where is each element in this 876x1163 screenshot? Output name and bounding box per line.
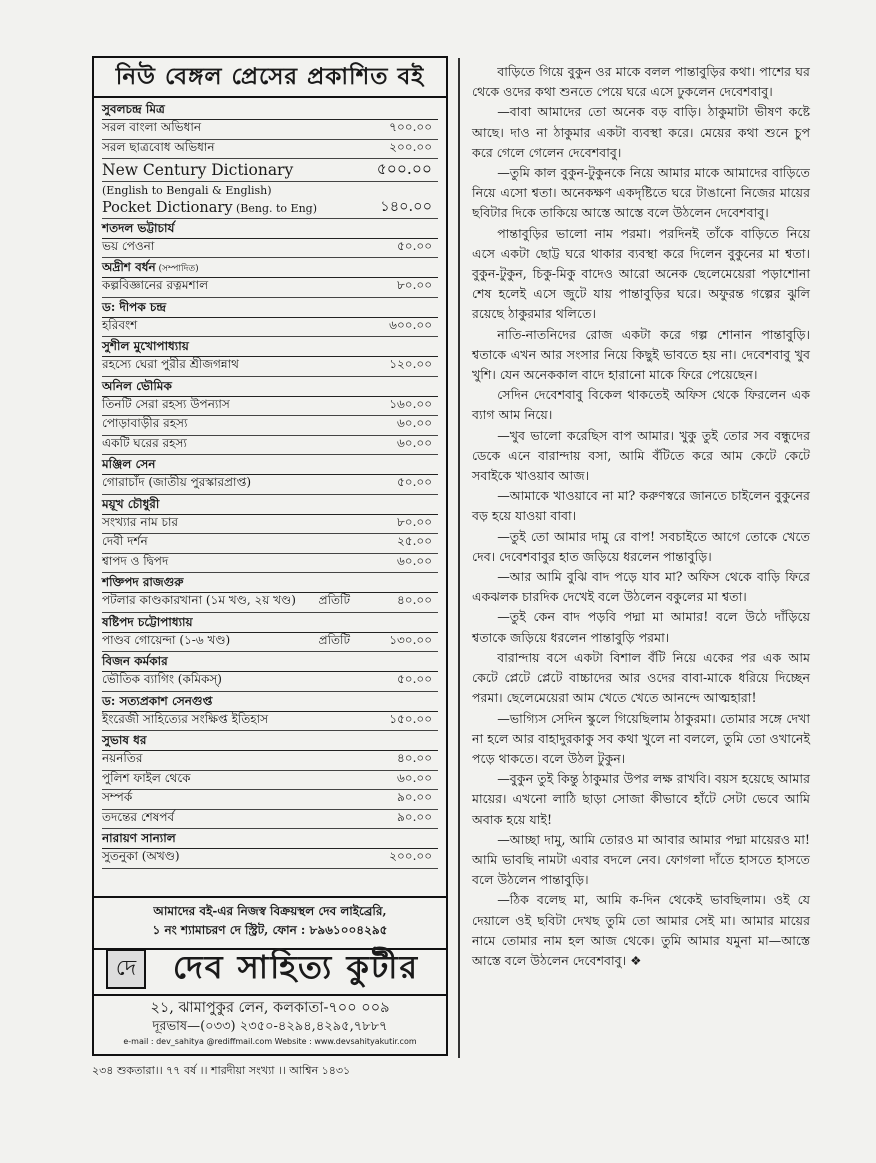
book-price: ৫০০.০০ xyxy=(376,160,432,178)
book-price: ২৫.০০ xyxy=(396,534,432,549)
author-name xyxy=(102,495,438,515)
story-paragraph: নাতি-নাতনিদের রোজ একটা করে গল্প শোনান পান্তাবুড়ি। শ্বতাকে এখন আর সংসার নিয়ে কিছুই ভাবতে হয় না। দেবেশবাবু খুব খুশি। যেন অনেককাল বাদে হারানো মাকে ফিরে পেয়েছেন। xyxy=(472,326,810,383)
author-note: (সম্পাদিত) xyxy=(155,264,199,274)
author-name xyxy=(102,829,438,849)
author-label: অদ্রীশ বর্ধন xyxy=(102,260,156,274)
author-name xyxy=(102,377,438,397)
book-row xyxy=(102,790,438,810)
book-price: ১৬০.০০ xyxy=(389,396,432,411)
book-price: ১৫০.০০ xyxy=(389,711,432,726)
book-row xyxy=(102,515,438,535)
book-price: ১৩০.০০ xyxy=(389,632,432,647)
author-name xyxy=(102,731,438,751)
book-price: ৬০.০০ xyxy=(396,770,432,785)
book-title xyxy=(102,161,302,179)
book-row xyxy=(102,397,438,417)
book-title xyxy=(102,317,302,337)
story-paragraph: পান্তাবুড়ির ভালো নাম পরমা। পরদিনই তাঁকে বাড়িতে নিয়ে এসে একটা ছোট্ট ঘরে থাকার ব্যবস্থা করে দিলেন বুকুনের মা শ্বতা। বুকুন-টুকুন, চিকু-মিকু বাদেও আরো অনেক ছেলেমেয়েরা পড়াশোনা শেষ হলেই এসে জুটে যায় পান্তাবুড়ির ঘরে। অফুরন্ত গল্পের ঝুলি রয়েছে ঠাকুরমার থলিতে। xyxy=(472,225,810,322)
story-paragraph: বাড়িতে গিয়ে বুকুন ওর মাকে বলল পান্তাবুড়ির কথা। পাশের ঘর থেকে ওদের কথা শুনতে পেয়ে ঘরে এসে ঢুকলেন দেবেশবাবু। xyxy=(472,64,810,100)
book-title xyxy=(102,356,302,376)
author-label: শক্তিপদ রাজগুরু xyxy=(102,575,184,589)
book-title-text: সুতনুকা (অখণ্ড) xyxy=(102,849,180,864)
book-price: ৫০.০০ xyxy=(396,238,432,253)
book-title xyxy=(102,415,302,435)
story-paragraph: —বুকুন তুই কিন্তু ঠাকুমার উপর লক্ষ রাখবি। বয়স হয়েছে আমার মায়ের। এখনো লাঠি ছাড়া সোজা কীভাবে হাঁটে সেটা ভেবে আমি অবাক হয়ে যাই! xyxy=(472,771,810,827)
book-price: ৮০.০০ xyxy=(396,278,432,293)
author-name xyxy=(102,692,438,712)
author-name xyxy=(102,455,438,475)
story-paragraph: —তুই কেন বাদ পড়বি পদ্মা মা আমার! বলে উঠে দাঁড়িয়ে শ্বতাকে জড়িয়ে ধরলেন পান্তাবুড়ি পরমা। xyxy=(472,609,810,645)
page-footer: ২৩৪ শুকতারা।। ৭৭ বর্ষ ।। শারদীয়া সংখ্যা ।। আশ্বিন ১৪৩১ xyxy=(92,1064,351,1077)
book-price: ২০০.০০ xyxy=(389,139,432,154)
book-catalog xyxy=(94,98,446,869)
book-title xyxy=(102,770,302,790)
book-row xyxy=(102,159,438,182)
publisher-web: e-mail : dev_sahitya @rediffmail.com Website : www.devsahityakutir.com xyxy=(123,1037,417,1046)
price-qualifier: প্রতিটি xyxy=(318,593,350,608)
book-title xyxy=(102,848,302,868)
book-title-text: হরিবংশ xyxy=(102,317,138,332)
publisher-phone: দূরভাষ—(০৩৩) ২৩৫০-৪২৯৪,৪২৯৫,৭৮৮৭ xyxy=(152,1019,388,1034)
book-row xyxy=(102,416,438,436)
story-paragraph: —আর আমি বুঝি বাদ পড়ে যাব মা? অফিস থেকে বাড়ি ফিরে একঝলক চারদিক দেখেই বলে উঠলেন বকুলের মা শ্বতা। xyxy=(472,569,810,605)
author-name xyxy=(102,337,438,357)
book-title-text: পুলিশ ফাইল থেকে xyxy=(102,770,191,785)
book-row xyxy=(102,120,438,140)
story-paragraph: —আচ্ছা দামু, আমি তোরও মা আবার আমার পদ্মা মায়েরও মা! আমি ভাবছি নামটা এবার বদলে নেব। ফোগলা দাঁতে হাসতে হাসতে বলে উঠলেন পান্তাবুড়ি। xyxy=(472,831,810,888)
book-title-text: সরল ছাত্রবোধ অভিধান xyxy=(102,139,215,154)
book-row xyxy=(102,633,438,653)
book-row xyxy=(102,278,438,298)
author-label: নারায়ণ সান্যাল xyxy=(102,831,176,845)
author-label: সুশীল মুখোপাধ্যায় xyxy=(102,339,189,353)
story-paragraph: —আমাকে খাওয়াবে না মা? করুণস্বরে জানতে চাইলেন বুকুনের বড় হয়ে যাওয়া বাবা। xyxy=(472,488,810,524)
book-title-text: সম্পর্ক xyxy=(102,790,133,805)
book-title-text: তদন্তের শেষপর্ব xyxy=(102,809,175,824)
book-title xyxy=(102,474,302,494)
book-row xyxy=(102,534,438,554)
book-price: ৫০.০০ xyxy=(396,475,432,490)
book-price: ৬০.০০ xyxy=(396,553,432,568)
book-price: ৮০.০০ xyxy=(396,514,432,529)
book-title-text: রহস্যে ঘেরা পুরীর শ্রীজগন্নাথ xyxy=(102,357,239,372)
story-paragraph: বারান্দায় বসে একটা বিশাল বঁটি নিয়ে একের পর এক আম কেটে প্লেটে প্লেটে বাচ্চাদের আর ওদের বাবা-মাকে ধরিয়ে দিচ্ছেন পরমা। ছেলেমেয়েরা আম খেতে খেতে আনন্দে আত্মহারা! xyxy=(472,649,810,706)
author-name xyxy=(102,100,438,120)
book-title-suffix: (Beng. to Eng) xyxy=(232,202,318,216)
author-name xyxy=(102,258,438,278)
book-row xyxy=(102,357,438,377)
book-row xyxy=(102,593,438,613)
book-title-text: শ্বাপদ ও দ্বিপদ xyxy=(102,553,169,568)
author-label: ড: দীপক চন্দ্র xyxy=(102,299,167,314)
author-label: শতদল ভট্টাচার্য xyxy=(102,220,175,235)
story-paragraph: —তুই তো আমার দামু রে বাপ! সবচাইতে আগে তোকে খেতে দেব। দেবেশবাবুর হাত জড়িয়ে ধরলেন পান্তাবুড়ি। xyxy=(472,528,810,564)
book-price: ২০০.০০ xyxy=(389,849,432,864)
book-title-text: New Century Dictionary xyxy=(102,161,294,179)
book-row xyxy=(102,672,438,692)
author-label: অনিল ভৌমিক xyxy=(102,378,172,393)
story-paragraph: —তুমি কাল বুকুন-টুকুনকে নিয়ে আমার মাকে আমাদের বাড়িতে নিয়ে এসো শ্বতা। অনেকক্ষণ একদৃষ্টিতে ঘরে টাঙানো নিজের মায়ের ছবিটার দিকে তাকিয়ে আস্তে আস্তে বলে উঠলেন দেবেশবাবু। xyxy=(472,165,810,221)
book-title xyxy=(102,711,302,731)
book-title xyxy=(102,553,302,573)
story-paragraph: —খুব ভালো করেছিস বাপ আমার। খুকু তুই তোর সব বন্ধুদের ডেকে এনে বারান্দায় বসা, আমি বঁটিতে করে আম কেটে কেটে সবাইকে খাওয়াব আজ। xyxy=(472,427,810,484)
book-row xyxy=(102,436,438,456)
author-label: সুভাষ ধর xyxy=(102,733,147,747)
author-name xyxy=(102,219,438,239)
author-label: ময়ূখ চৌধুরী xyxy=(102,496,160,511)
book-row xyxy=(102,771,438,791)
ad-title: নিউ বেঙ্গল প্রেসের প্রকাশিত বই xyxy=(94,58,446,98)
book-title xyxy=(102,396,302,416)
book-title-text: নয়নতির xyxy=(102,751,143,766)
book-price: ৪০.০০ xyxy=(396,751,432,766)
story-paragraph: —ভাগ্যিস সেদিন স্কুলে গিয়েছিলাম ঠাকুরমা। তোমার সঙ্গে দেখা না হলে আর বাহাদুরকাকু সব কথা খুলে না বললে, তুমি তো ওখানেই পড়ে থাকতে। বলে উঠল টুকুন। xyxy=(472,710,810,766)
book-title xyxy=(102,238,302,258)
story-paragraph: —বাবা আমাদের তো অনেক বড় বাড়ি। ঠাকুমাটা ভীষণ কষ্টে আছে। দাও না ঠাকুমার একটা ব্যবস্থা করে। মেয়ের কথা শুনে চুপ করে গেলে গেলেন দেবেশবাবু। xyxy=(472,104,810,160)
book-title-text: ভৌতিক ব্যাগিং (কমিকস্) xyxy=(102,672,222,687)
story-paragraph: সেদিন দেবেশবাবু বিকেল থাকতেই অফিস থেকে ফিরলেন এক ব্যাগ আম নিয়ে। xyxy=(472,387,810,423)
book-title xyxy=(102,671,302,691)
book-title xyxy=(102,533,302,553)
publisher-address: ২১, ঝামাপুকুর লেন, কলকাতা-৭০০ ০০৯ xyxy=(150,1000,390,1016)
publisher-name: দেব সাহিত্য কুটীর xyxy=(172,948,420,986)
book-title-text: (English to Bengali & English) xyxy=(102,184,272,197)
book-title-text: পাণ্ডব গোয়েন্দা (১-৬ খণ্ড) xyxy=(102,632,231,647)
publisher-brand xyxy=(94,944,446,996)
author-label: ড: সত্যপ্রকাশ সেনগুপ্ত xyxy=(102,693,213,708)
book-price: ১২০.০০ xyxy=(389,357,432,372)
book-row xyxy=(102,849,438,869)
book-row xyxy=(102,239,438,259)
book-title xyxy=(102,435,302,455)
author-name xyxy=(102,613,438,633)
book-price: ৬০০.০০ xyxy=(389,317,432,332)
book-title-text: সরল বাংলা অভিধান xyxy=(102,120,201,135)
book-row xyxy=(102,751,438,771)
author-label: মঞ্জিল সেন xyxy=(102,457,156,471)
book-title xyxy=(102,119,302,139)
author-name xyxy=(102,652,438,672)
price-qualifier: প্রতিটি xyxy=(318,632,350,647)
book-price: ৬০.০০ xyxy=(396,435,432,450)
book-title-text: দেবী দর্শন xyxy=(102,534,148,549)
book-price: ৯০.০০ xyxy=(396,809,432,824)
bookstore-line-2: ১ নং শ্যামাচরণ দে স্ট্রিট, ফোন : ৮৯৬১০০৪২৯৫ xyxy=(152,923,388,937)
bookstore-line-1: আমাদের বই-এর নিজস্ব বিক্রয়স্থল দেব লাইব্রেরি, xyxy=(153,904,387,918)
book-price: ৫০.০০ xyxy=(396,672,432,687)
book-title-text: সংখ্যার নাম চার xyxy=(102,514,179,529)
book-title-text: তিনটি সেরা রহস্য উপন্যাস xyxy=(102,396,230,411)
book-title-text: পোড়াবাড়ীর রহস্য xyxy=(102,416,188,431)
author-label: সুবলচন্দ্র মিত্র xyxy=(102,102,165,116)
book-title xyxy=(102,632,302,652)
book-title-text: ইংরেজী সাহিত্যের সংক্ষিপ্ত ইতিহাস xyxy=(102,711,268,726)
author-label: ষষ্টিপদ চট্টোপাধ্যায় xyxy=(102,614,193,629)
book-row xyxy=(102,810,438,830)
book-title-text: একটি ঘরের রহস্য xyxy=(102,435,187,450)
book-row xyxy=(102,712,438,732)
book-title xyxy=(102,277,302,297)
book-price: ৬০.০০ xyxy=(396,416,432,431)
author-name xyxy=(102,298,438,318)
book-title-text: Pocket Dictionary xyxy=(102,200,233,217)
book-title-text: ভয় পেওনা xyxy=(102,238,155,253)
book-price: ৯০.০০ xyxy=(396,790,432,805)
book-title xyxy=(102,139,302,159)
book-title xyxy=(102,809,302,829)
book-row xyxy=(102,554,438,574)
book-title-text: গোরাচাঁদ (জাতীয় পুরস্কারপ্রাপ্ত) xyxy=(102,475,252,490)
book-title-text: কল্পবিজ্ঞানের রত্নমশাল xyxy=(102,278,209,293)
book-title xyxy=(102,750,302,770)
book-price: ৪০.০০ xyxy=(396,593,432,608)
book-row xyxy=(102,318,438,338)
book-advertisement xyxy=(92,56,448,1056)
story-column xyxy=(472,62,810,971)
publisher-contact xyxy=(94,998,446,1048)
book-title xyxy=(102,789,302,809)
book-row xyxy=(102,199,438,219)
book-title xyxy=(102,184,302,197)
book-title xyxy=(102,514,302,534)
book-title-text: পটলার কাণ্ডকারখানা (১ম খণ্ড, ২য় খণ্ড) xyxy=(102,593,296,608)
author-name xyxy=(102,573,438,593)
column-divider xyxy=(458,58,460,1058)
book-price: ৭০০.০০ xyxy=(389,120,432,135)
book-price: ১৪০.০০ xyxy=(380,199,432,216)
publisher-logo-icon: দে xyxy=(106,949,146,989)
book-title xyxy=(102,200,317,216)
author-label: বিজন কর্মকার xyxy=(102,654,168,668)
story-paragraph: —ঠিক বলেছ মা, আমি ক-দিন থেকেই ভাবছিলাম। ওই যে দেয়ালে ওই ছবিটা দেখছ তুমি তো আমার সেই মা। আমার মায়ের নামে তোমার নাম হল আজ থেকে। তুমি আমার যমুনা মা—আস্তে আস্তে বলে উঠলেন দেবেশবাবু। ❖ xyxy=(472,892,810,968)
book-row xyxy=(102,475,438,495)
book-title xyxy=(102,592,302,612)
